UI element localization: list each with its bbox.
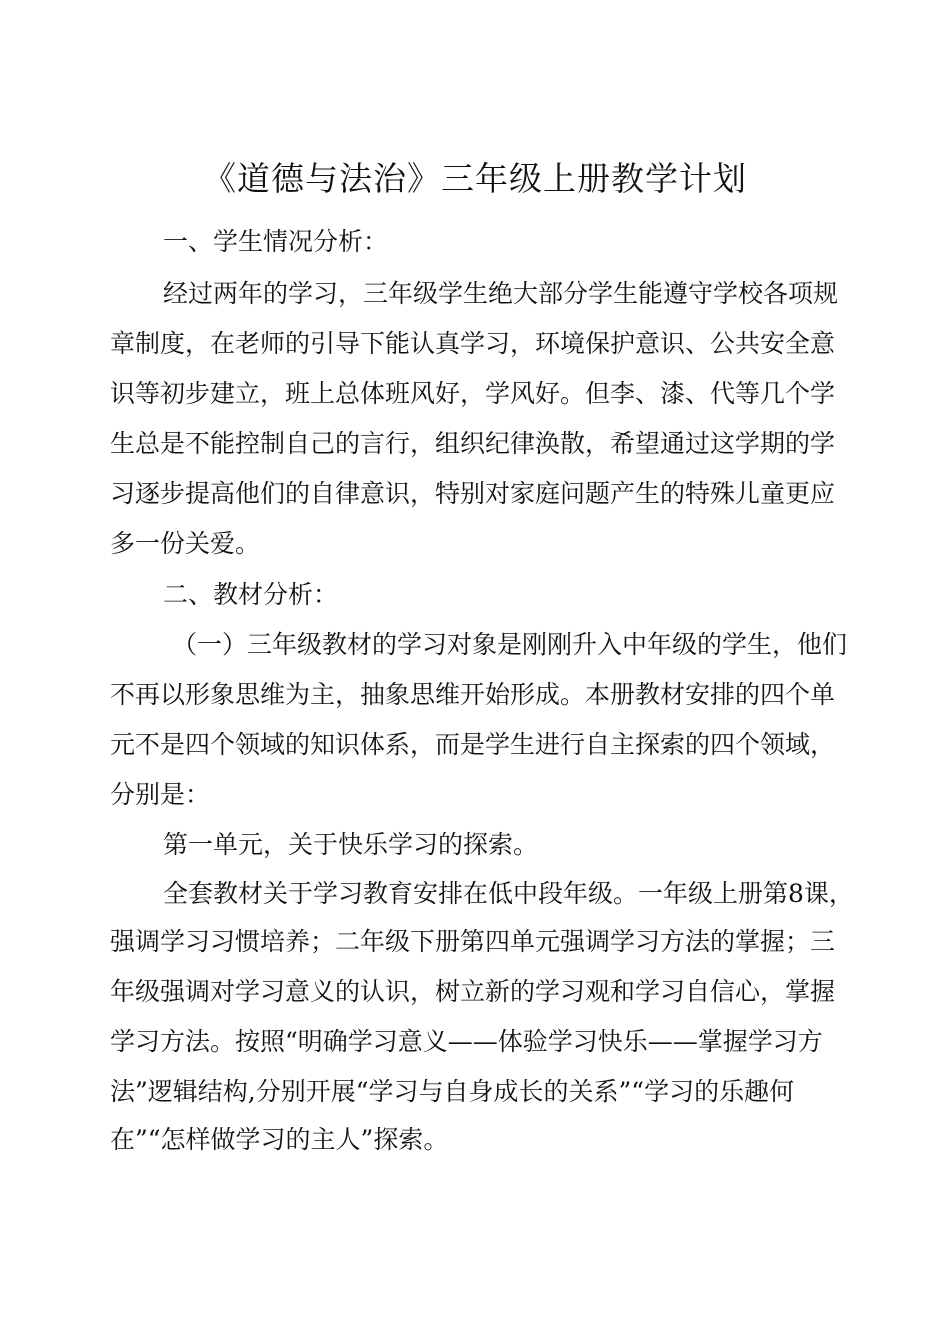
paragraph-line: 章制度，在老师的引导下能认真学习，环境保护意识、公共安全意	[110, 329, 836, 358]
section-heading-textbook-analysis: 二、教材分析：	[163, 580, 339, 609]
paragraph-line: 年级强调对学习意义的认识，树立新的学习观和学习自信心，掌握	[110, 977, 836, 1006]
paragraph-line: 全套教材关于学习教育安排在低中段年级。一年级上册第8课，	[163, 879, 854, 908]
paragraph-line: 分别是：	[110, 780, 211, 809]
section-heading-student-analysis: 一、学生情况分析：	[163, 227, 389, 256]
document-title: 《道德与法治》三年级上册教学计划	[203, 159, 747, 198]
paragraph-line: 经过两年的学习，三年级学生绝大部分学生能遵守学校各项规	[163, 279, 839, 308]
paragraph-line: 不再以形象思维为主，抽象思维开始形成。本册教材安排的四个单	[110, 680, 836, 709]
paragraph-line: 元不是四个领域的知识体系，而是学生进行自主探索的四个领域，	[110, 730, 836, 759]
paragraph-line: 在”“怎样做学习的主人”探索。	[110, 1125, 449, 1154]
paragraph-line: 法”逻辑结构,分别开展“学习与自身成长的关系”“学习的乐趣何	[110, 1077, 795, 1106]
paragraph-line: 生总是不能控制自己的言行，组织纪律涣散，希望通过这学期的学	[110, 429, 836, 458]
paragraph-line: 学习方法。按照“明确学习意义——体验学习快乐——掌握学习方	[110, 1027, 823, 1056]
paragraph-line: 强调学习习惯培养；二年级下册第四单元强调学习方法的掌握；三	[110, 927, 836, 956]
paragraph-line: 识等初步建立，班上总体班风好，学风好。但李、漆、代等几个学	[110, 379, 836, 408]
unit-heading: 第一单元，关于快乐学习的探索。	[163, 830, 539, 859]
paragraph-line: 习逐步提高他们的自律意识，特别对家庭问题产生的特殊儿童更应	[110, 479, 836, 508]
paragraph-line: 多一份关爱。	[110, 529, 261, 558]
paragraph-line: （一）三年级教材的学习对象是刚刚升入中年级的学生，他们	[172, 630, 848, 659]
